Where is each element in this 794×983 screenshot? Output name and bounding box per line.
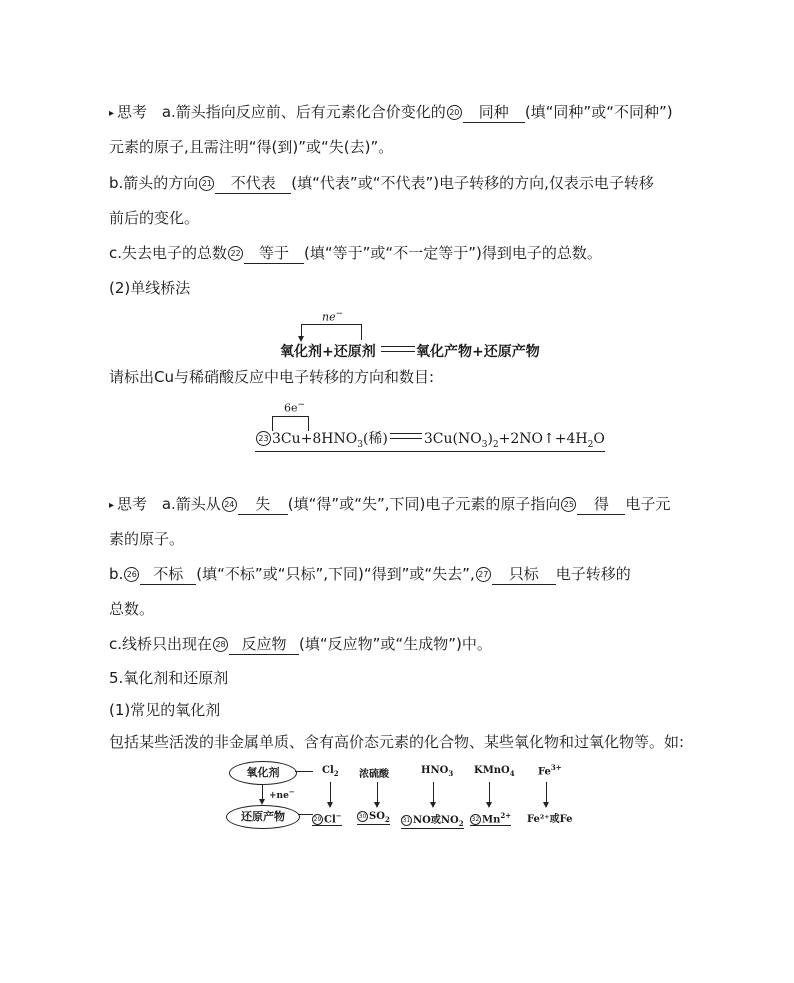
think-label: 思考 [117, 103, 148, 121]
text: (填“等于”或“不一定等于”)得到电子的总数。 [304, 244, 602, 262]
equation-text: 23 $3Cu+8HNO_3$(稀) $3Cu(NO_3)_2+2NO↑+4H_2O$ [255, 428, 605, 452]
text: 箭头指向反应前、后有元素化合价变化的 [175, 103, 446, 121]
text: (填“反应物”或“生成物”)中。 [299, 635, 492, 653]
answer-blank: 只标 [492, 565, 556, 585]
think2-b-line-2: 总数。 [109, 600, 155, 618]
text: a.箭头从 [161, 495, 221, 513]
text: (填“同种”或“不同种”) [524, 103, 673, 121]
arrow-line [377, 782, 378, 804]
answer-blank: 等于 [244, 244, 304, 264]
text: c.线桥只出现在 [109, 635, 213, 653]
ne-label: ne− [322, 309, 344, 324]
text: c.失去电子的总数 [109, 244, 228, 262]
circled-number: 20 [447, 105, 462, 120]
arrow-line [489, 782, 490, 804]
bridge-equation-left: 氧化剂+还原剂 [280, 344, 376, 360]
prompt-line: 请标出Cu与稀硝酸反应中电子转移的方向和数目: [109, 368, 435, 386]
text: (填“得”或“失”,下同)电子元素的原子指向 [287, 495, 561, 513]
arrow-head-icon [543, 802, 549, 808]
connector-line [298, 814, 313, 815]
think-a-line-2 [109, 137, 393, 157]
think-b-line-2 [109, 208, 199, 228]
ne-label: +ne− [269, 787, 295, 801]
think-b-line [109, 173, 654, 194]
text: (填“代表”或“不代表”)电子转移的方向,仅表示电子转移 [291, 174, 654, 192]
intro-text: 包括某些活泼的非金属单质、含有高价态元素的化合物、某些氧化物和过氧化物等。如: [109, 733, 685, 751]
oxidant-conc-sulfuric-acid: 浓硫酸 [359, 769, 389, 780]
think2-a-line-2: 素的原子。 [109, 530, 185, 548]
answer-blank: 不标 [140, 565, 196, 585]
circled-number: 22 [228, 246, 243, 261]
arrow-line [330, 782, 331, 804]
think2-b-line [109, 564, 631, 585]
oxidant-kmno4: KMnO$_4$ [474, 765, 515, 778]
text: 元素的原子,且需注明“得(到)”或“失(去)”。 [109, 138, 394, 156]
circled-number: 26 [124, 567, 139, 582]
arrow-head-icon [486, 802, 492, 808]
section-title: 5.氧化剂和还原剂 [109, 669, 229, 687]
answer-blank: 失 [238, 495, 288, 515]
product-no-or-no2: 31 NO或$NO_2$ [401, 811, 464, 829]
equals-sign [390, 433, 422, 439]
text: b. [109, 565, 124, 583]
think-a-line [109, 102, 673, 124]
think2-a-line [109, 494, 670, 516]
triangle-bullet-icon: ▸ [109, 500, 115, 511]
answer-blank: 反应物 [229, 635, 299, 655]
product-so2: 30 $SO_2$ [358, 811, 390, 824]
section-title: (2)单线桥法 [109, 279, 191, 297]
answer-blank: 得 [577, 495, 625, 515]
circled-number: 21 [199, 176, 214, 191]
connector-line [295, 771, 313, 772]
arrow-head-icon [374, 802, 380, 808]
subsection-title: (1)常见的氧化剂 [109, 701, 221, 719]
text: 电子元 [625, 495, 671, 513]
circled-number: 25 [561, 497, 576, 512]
text: (填“不标”或“只标”,下同)“得到”或“失去”, [196, 565, 475, 583]
bridge-line [361, 324, 362, 340]
oxidant-hno3: $HNO_3$ [421, 765, 454, 778]
bridge-line [272, 416, 308, 417]
circled-number: 23 [256, 431, 271, 446]
item-label: a. [161, 103, 176, 121]
six-e-label: 6e− [284, 400, 306, 415]
oxidant-oval: 氧化剂 [229, 761, 297, 785]
arrow-line [546, 782, 547, 804]
text: 前后的变化。 [109, 209, 200, 227]
think-label: 思考 [117, 495, 148, 513]
bridge-equation-right: 氧化产物+还原产物 [416, 344, 540, 360]
oxidant-fe3plus: $Fe^{3+}$ [538, 763, 562, 778]
oxidant-cl2: $Cl_2$ [322, 765, 339, 778]
text: b.箭头的方向 [109, 174, 199, 192]
arrow-head-icon [327, 802, 333, 808]
triangle-bullet-icon: ▸ [109, 108, 115, 119]
think2-c-line [109, 634, 492, 655]
reduced-product-oval: 还原产物 [226, 805, 300, 829]
text: 电子转移的 [555, 565, 631, 583]
circled-number: 28 [213, 637, 228, 652]
bridge-line [301, 324, 361, 325]
think-c-line [109, 243, 602, 264]
circled-number: 27 [476, 567, 491, 582]
equals-sign [381, 346, 415, 352]
answer-blank: 不代表 [215, 174, 291, 194]
product-fe2plus-or-fe: Fe²⁺或Fe [527, 814, 573, 825]
product-mn2plus: 32 $Mn^{2+}$ [471, 811, 512, 826]
product-cl-minus: 29 Cl− [313, 811, 342, 826]
arrow-head-icon [430, 802, 436, 808]
answer-blank: 同种 [463, 103, 525, 123]
circled-number: 24 [222, 497, 237, 512]
arrow-line [433, 782, 434, 804]
